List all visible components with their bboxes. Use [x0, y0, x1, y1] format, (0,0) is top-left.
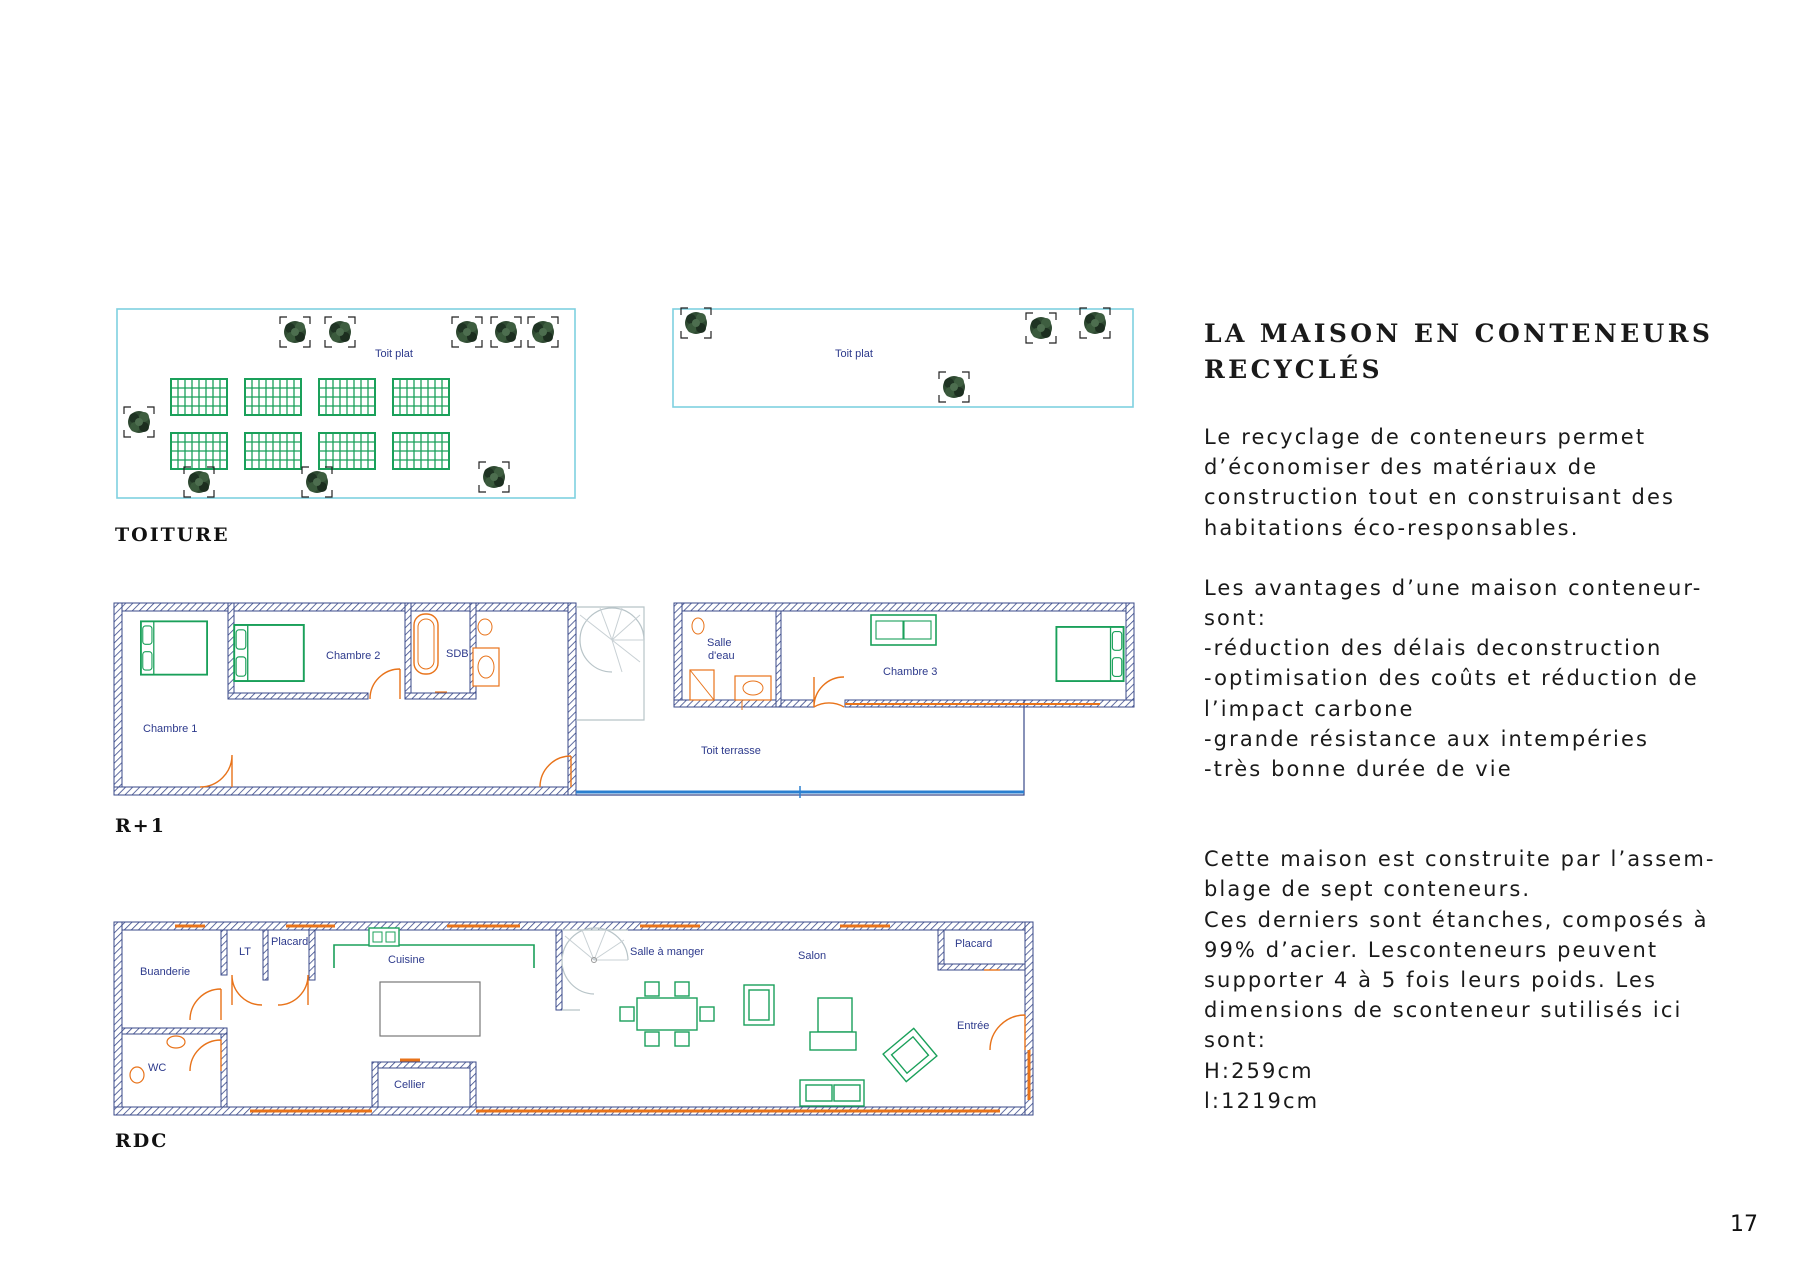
roof-label-right: Toit plat — [835, 348, 873, 360]
page-number: 17 — [1730, 1212, 1758, 1237]
ground-spiral-staircase — [562, 928, 628, 1010]
spiral-staircase — [576, 607, 644, 720]
label-salle-eau-2: d'eau — [708, 650, 735, 662]
advantages-paragraph: Les avantages d’une maison conteneur- sont: -réduction des délais deconstruction -optimisation des coûts et réduction de l’impact carbone -grande résistance aux intempéries -très bonne durée de vie — [1204, 575, 1703, 782]
label-salle-eau-1: Salle — [707, 637, 732, 649]
label-chambre1: Chambre 1 — [143, 723, 198, 735]
label-buanderie: Buanderie — [140, 966, 191, 978]
kitchen-fixtures — [334, 928, 534, 1036]
roof-outline-right — [673, 309, 1133, 407]
label-placard-left: Placard — [271, 936, 309, 948]
roof-plan — [117, 308, 1133, 498]
label-salon: Salon — [798, 950, 827, 962]
ground-floor-plan — [114, 922, 1033, 1115]
caption-ground-floor: RDC — [115, 1130, 169, 1152]
sofa-chambre3 — [871, 615, 936, 645]
label-salle-a-manger: Salle à manger — [630, 946, 704, 958]
roof-label-left: Toit plat — [375, 348, 413, 360]
dining-table — [620, 982, 714, 1046]
terrace-edge — [576, 700, 1024, 795]
label-wc: WC — [148, 1062, 167, 1074]
assembly-paragraph: Cette maison est construite par l’assem- blage de sept conteneurs. Ces derniers sont étanches, composés à 99% d’acier. Lesconteneurs peuvent supporter 4 à 5 fois leurs poids. Les dimensions de sconteneur sutilisés ici sont: H:259cm l:1219cm — [1204, 847, 1716, 1113]
label-cellier: Cellier — [394, 1079, 426, 1091]
bed-chambre3 — [1056, 627, 1123, 681]
page-title: LA MAISON EN CONTENEURS RECYCLÉS — [1204, 319, 1714, 384]
ground-floor-walls — [114, 922, 1033, 1115]
description-column — [1204, 316, 1784, 1116]
intro-paragraph: Le recyclage de conteneurs permet d’économiser des matériaux de construction tout en construisant des habitations éco-responsables. — [1204, 425, 1676, 540]
label-toit-terrasse: Toit terrasse — [701, 745, 761, 757]
label-lt: LT — [239, 946, 252, 958]
caption-roof: TOITURE — [115, 524, 230, 546]
label-chambre2: Chambre 2 — [326, 650, 381, 662]
label-placard-right: Placard — [955, 938, 993, 950]
first-floor-plan — [114, 603, 1134, 798]
caption-first-floor: R+1 — [115, 815, 166, 837]
label-cuisine: Cuisine — [388, 954, 425, 966]
label-entree: Entrée — [957, 1020, 990, 1032]
wc-fixtures — [130, 1036, 185, 1083]
salon-furniture — [744, 985, 937, 1106]
first-floor-doors — [200, 669, 1100, 787]
label-sdb: SDB — [446, 648, 469, 660]
label-chambre3: Chambre 3 — [883, 666, 938, 678]
bed-chambre2 — [234, 625, 304, 681]
bed-chambre1 — [141, 621, 207, 674]
ground-floor-windows — [175, 926, 1029, 1111]
